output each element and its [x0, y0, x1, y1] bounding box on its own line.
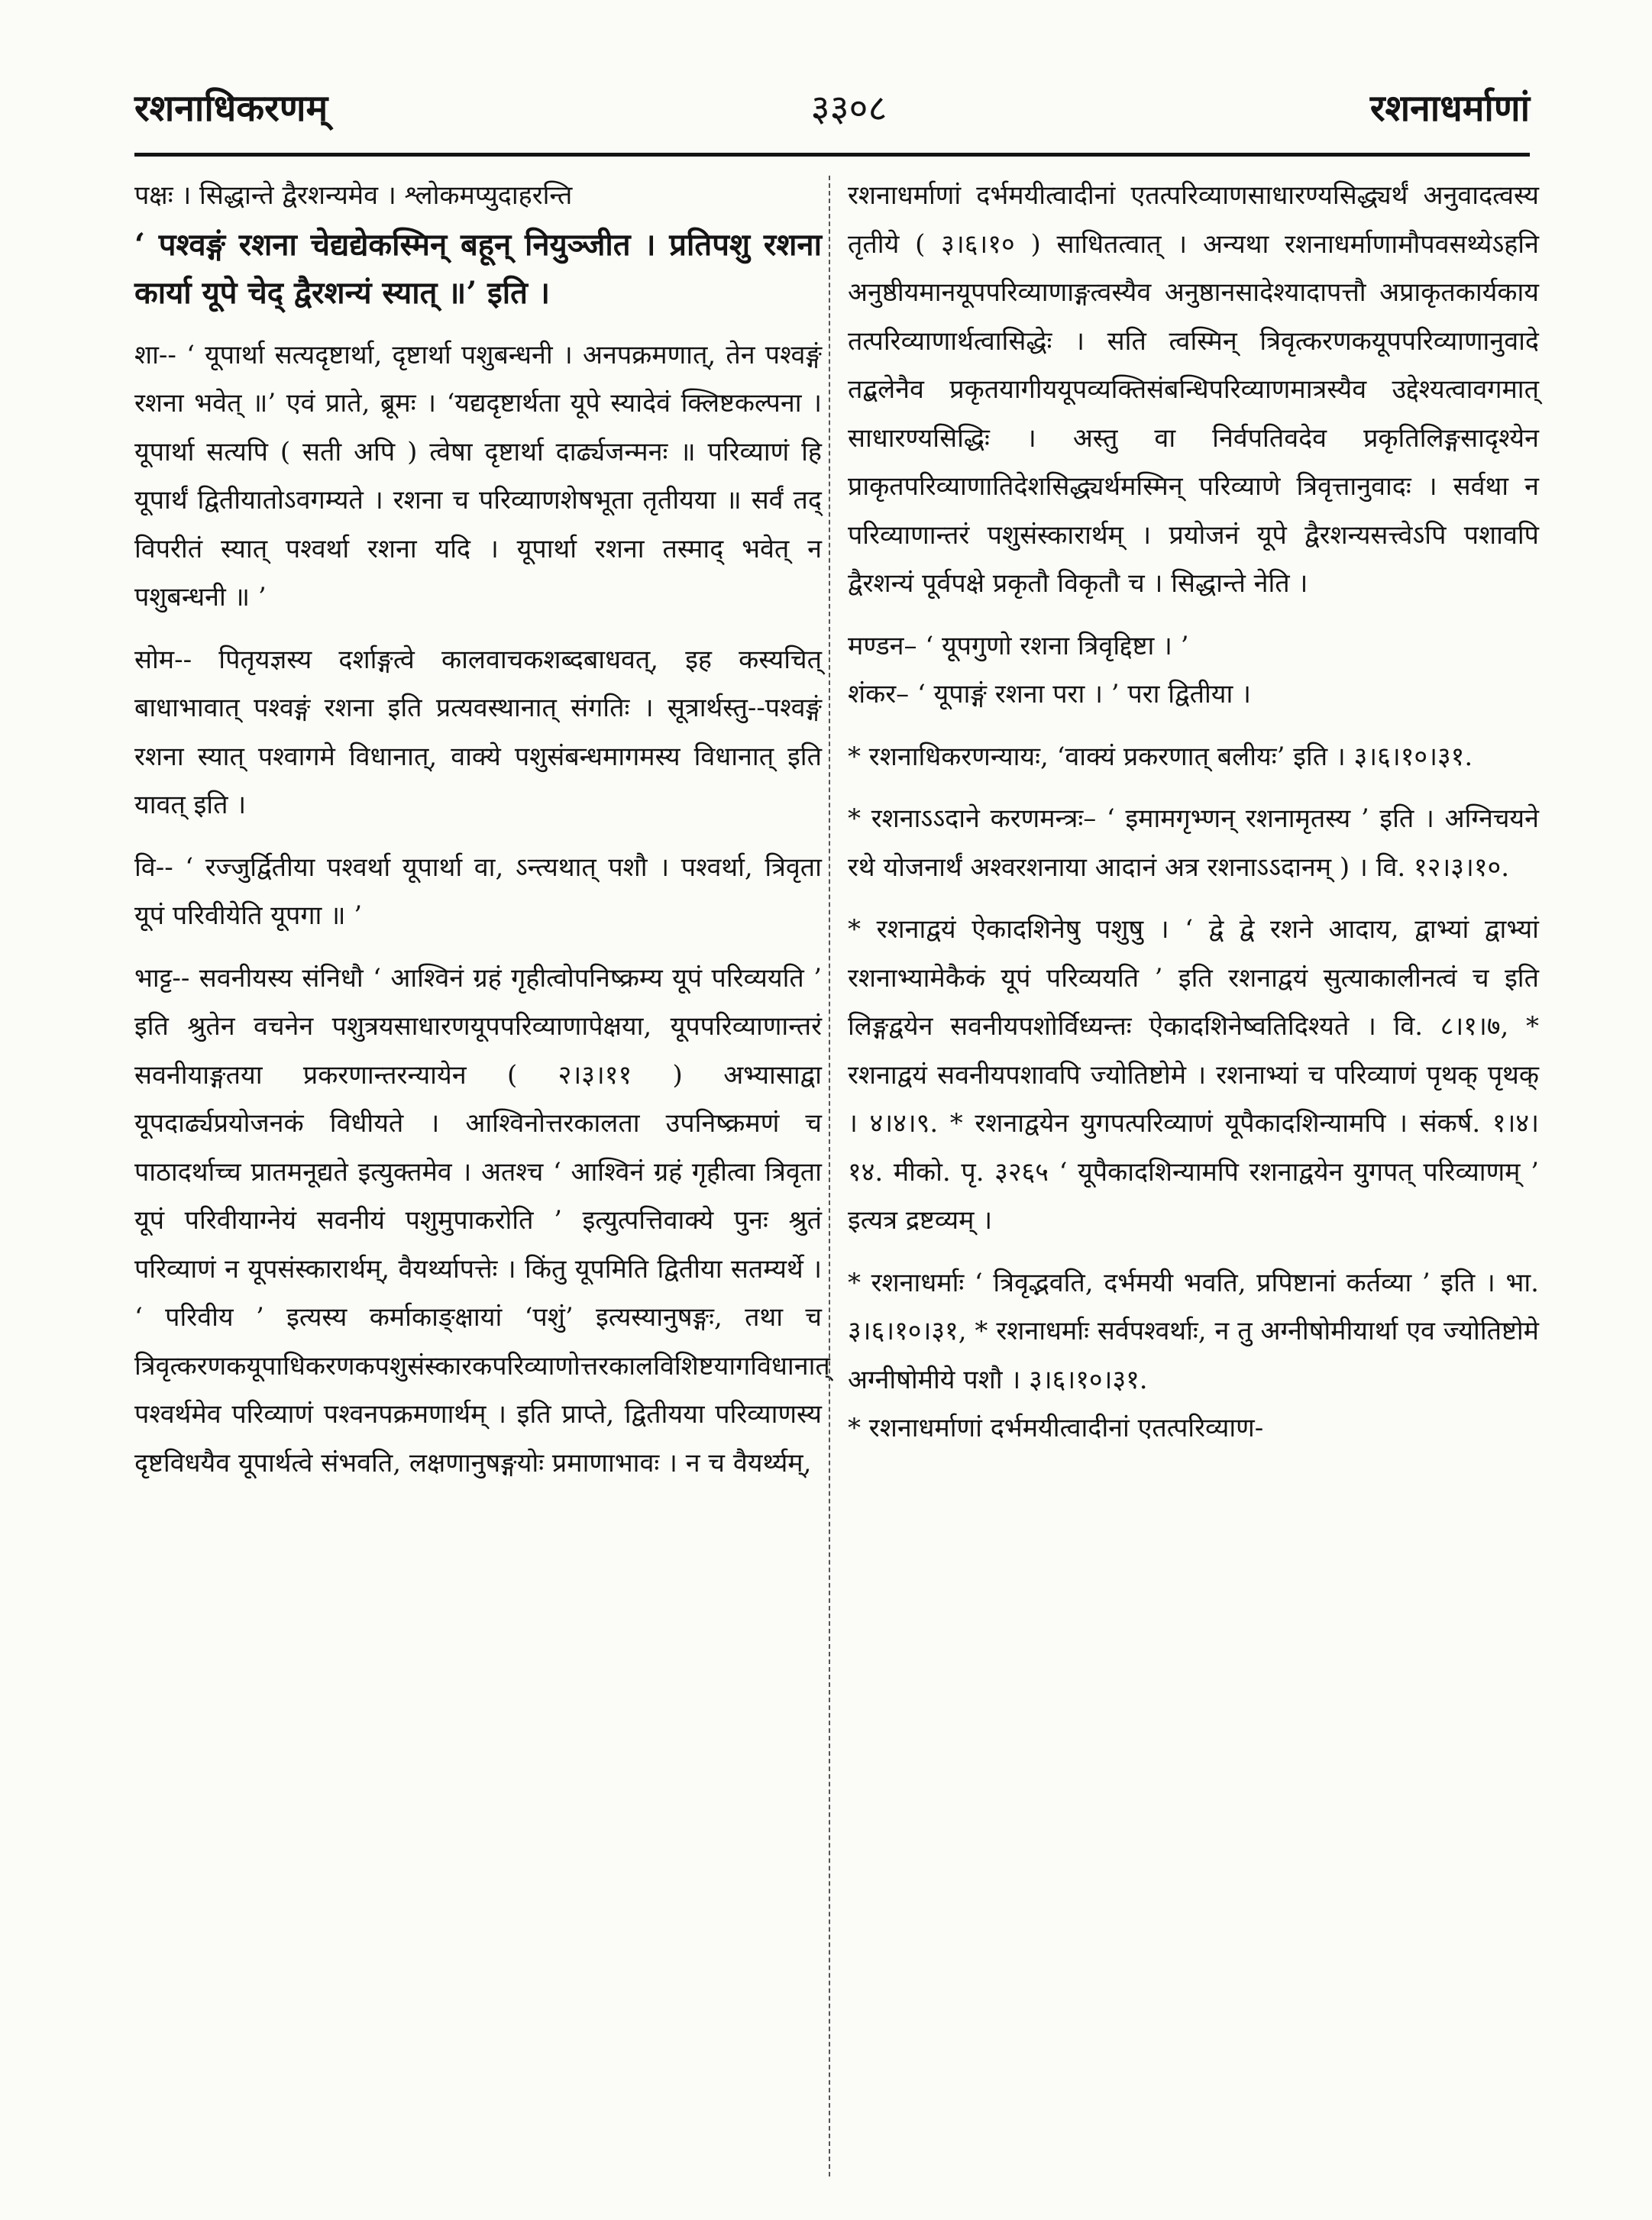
paragraph: वि-- ‘ रज्जुर्द्वितीया पश्वर्था यूपार्था वा, ऽन्त्यथात् पशौ । पश्वर्था, त्रिवृता यूपं परिवीयेति यूपगा ॥ ’ — [134, 851, 822, 931]
left-column — [134, 172, 830, 1488]
header-rule — [134, 153, 1530, 157]
page-header — [134, 69, 1530, 145]
dictionary-entry: * रशनाधिकरणन्यायः, ‘वाक्यं प्रकरणात् बलीयः’ इति । ३।६।१०।३१. — [848, 741, 1473, 772]
paragraph: शंकर– ‘ यूपाङ्गं रशना परा । ’ परा द्वितीया । — [848, 679, 1251, 709]
paragraph: भाट्ट-- सवनीयस्य संनिधौ ‘ आश्विनं ग्रहं गृहीत्वोपनिष्क्रम्य यूपं परिव्ययति ’ इति श्रुतेन वचनेन पशुत्रयसाधारणयूपपरिव्याणापेक्षया, यूपपरिव्याणान्तरं सवनीयाङ्गतया प्रकरणान्तरन्यायेन ( २।३।११ ) अभ्यासाद्वा यूपदार्ढ्यप्रयोजनकं विधीयते । आश्विनोत्तरकालता उपनिष्क्रमणं च पाठादर्थाच्च प्रातमनूद्यते इत्युक्तमेव । अतश्च ‘ आश्विनं ग्रहं गृहीत्वा त्रिवृता यूपं परिवीयाग्नेयं सवनीयं पशुमुपाकरोति ’ इत्युत्पत्तिवाक्ये पुनः श्रुतं परिव्याणं न यूपसंस्कारार्थम्, वैयर्थ्यापत्तेः । किंतु यूपमिति द्वितीया सतम्यर्थे । ‘ परिवीय ’ इत्यस्य कर्माकाङ्क्षायां ‘पशुं’ इत्यस्यानुषङ्गः, तथा च त्रिवृत्करणकयूपाधिकरणकपशुसंस्कारकपरिव्याणोत्तरकालविशिष्टयागविधानात् पश्वर्थमेव परिव्याणं पश्वनपक्रमणार्थम् । इति प्राप्ते, द्वितीयया परिव्याणस्य दृष्टविधयैव यूपार्थत्वे संभवति, लक्षणानुषङ्गयोः प्रमाणाभावः । न च वैयर्थ्यम्, — [134, 962, 830, 1478]
right-column — [848, 172, 1539, 1453]
paragraph: शा-- ‘ यूपार्था सत्यदृष्टार्था, दृष्टार्था पशुबन्धनी । अनपक्रमणात्, तेन पश्वङ्गं रशना भवेत् ॥’ एवं प्राते, ब्रूमः । ‘यद्यदृष्टार्थता यूपे स्यादेवं क्लिष्टकल्पना । यूपार्था सत्यपि ( सती अपि ) त्वेषा दृष्टार्था दार्ढ्यजन्मनः ॥ परिव्याणं हि यूपार्थं द्वितीयातोऽवगम्यते । रशना च परिव्याणशेषभूता तृतीयया ॥ सर्वं तद् विपरीतं स्यात् पश्वर्था रशना यदि । यूपार्था रशना तस्माद् भवेत् न पशुबन्धनी ॥ ’ — [134, 339, 822, 612]
header-right-term: रशनाधर्माणां — [1369, 86, 1530, 130]
paragraph: सोम-- पितृयज्ञस्य दर्शाङ्गत्वे कालवाचकशब्दबाधवत्, इह कस्यचित् बाधाभावात् पश्वङ्गं रशना इति प्रत्यवस्थानात् संगतिः । सूत्रार्थस्तु--पश्वङ्गं रशना स्यात् पश्वागमे विधानात्, वाक्ये पशुसंबन्धमागमस्य विधानात् इति यावत् इति । — [134, 644, 822, 820]
paragraph: मण्डन– ‘ यूपगुणो रशना त्रिवृद्दिष्टा । ’ — [848, 630, 1189, 661]
dictionary-entry: * रशनाधर्माः ‘ त्रिवृद्भवति, दर्भमयी भवति, प्रपिष्टानां कर्तव्या ’ इति । भा. ३।६।१०।३१, * रशनाधर्माः सर्वपश्वर्थाः, न तु अग्नीषोमीयार्था एव ज्योतिष्टोमे अग्नीषोमीये पशौ । ३।६।१०।३१. — [848, 1267, 1539, 1395]
header-left-term: रशनाधिकरणम् — [134, 86, 328, 130]
dictionary-entry: * रशनाद्वयं ऐकादशिनेषु पशुषु । ‘ द्वे द्वे रशने आदाय, द्वाभ्यां द्वाभ्यां रशनाभ्यामेकैकं यूपं परिव्ययति ’ इति रशनाद्वयं सुत्याकालीनत्वं च इति लिङ्गद्वयेन सवनीयपशोर्विध्यन्तः ऐकादशिनेष्वतिदिश्यते । वि. ८।१।७, * रशनाद्वयं सवनीयपशावपि ज्योतिष्टोमे । रशनाभ्यां च परिव्याणं पृथक् पृथक् । ४।४।९. * रशनाद्वयेन युगपत्परिव्याणं यूपैकादशिन्यामपि । संकर्ष. १।४।१४. मीको. पृ. ३२६५ ‘ यूपैकादशिन्यामपि रशनाद्वयेन युगपत् परिव्याणम् ’ इत्यत्र द्रष्टव्यम् । — [848, 914, 1539, 1236]
dictionary-entry: * रशनाधर्माणां दर्भमयीत्वादीनां एतत्परिव्याण- — [848, 1413, 1264, 1443]
dictionary-entry: * रशनाऽऽदाने करणमन्त्रः– ‘ इमामगृभ्णन् रशनामृतस्य ’ इति । अग्निचयने रथे योजनार्थं अश्वरशनाया आदानं अत्र रशनाऽऽदानम् ) । वि. १२।३।१०. — [848, 803, 1539, 883]
quoted-verse: ‘ पश्वङ्गं रशना चेद्यद्येकस्मिन् बहून् नियुञ्जीत । प्रतिपशु रशना कार्या यूपे चेद् द्वैरशन्यं स्यात् ॥’ इति । — [134, 226, 822, 311]
page-number: ३३०८ — [810, 86, 887, 130]
column-divider — [829, 176, 830, 2176]
paragraph: पक्षः । सिद्धान्ते द्वैरशन्यमेव । श्लोकमप्युदाहरन्ति — [134, 180, 573, 211]
paragraph: रशनाधर्माणां दर्भमयीत्वादीनां एतत्परिव्याणसाधारण्यसिद्ध्यर्थं अनुवादत्वस्य तृतीये ( ३।६।१० ) साधितत्वात् । अन्यथा रशनाधर्माणामौपवसथ्येऽहनि अनुष्ठीयमानयूपपरिव्याणाङ्गत्वस्यैव अनुष्ठानसादेश्यादापत्तौ अप्राकृतकार्यकाय तत्परिव्याणार्थत्वासिद्धेः । सति त्वस्मिन् त्रिवृत्करणकयूपपरिव्याणानुवादे तद्बलेनैव प्रकृतयागीययूपव्यक्तिसंबन्धिपरिव्याणमात्रस्यैव उद्देश्यत्वावगमात् साधारण्यसिद्धिः । अस्तु वा निर्वपतिवदेव प्रकृतिलिङ्गसादृश्येन प्राकृतपरिव्याणातिदेशसिद्ध्यर्थमस्मिन् परिव्याणे त्रिवृत्तानुवादः । सर्वथा न परिव्याणान्तरं पशुसंस्कारार्थम् । प्रयोजनं यूपे द्वैरशन्यसत्त्वेऽपि पशावपि द्वैरशन्यं पूर्वपक्षे प्रकृतौ विकृतौ च । सिद्धान्ते नेति । — [848, 180, 1539, 599]
